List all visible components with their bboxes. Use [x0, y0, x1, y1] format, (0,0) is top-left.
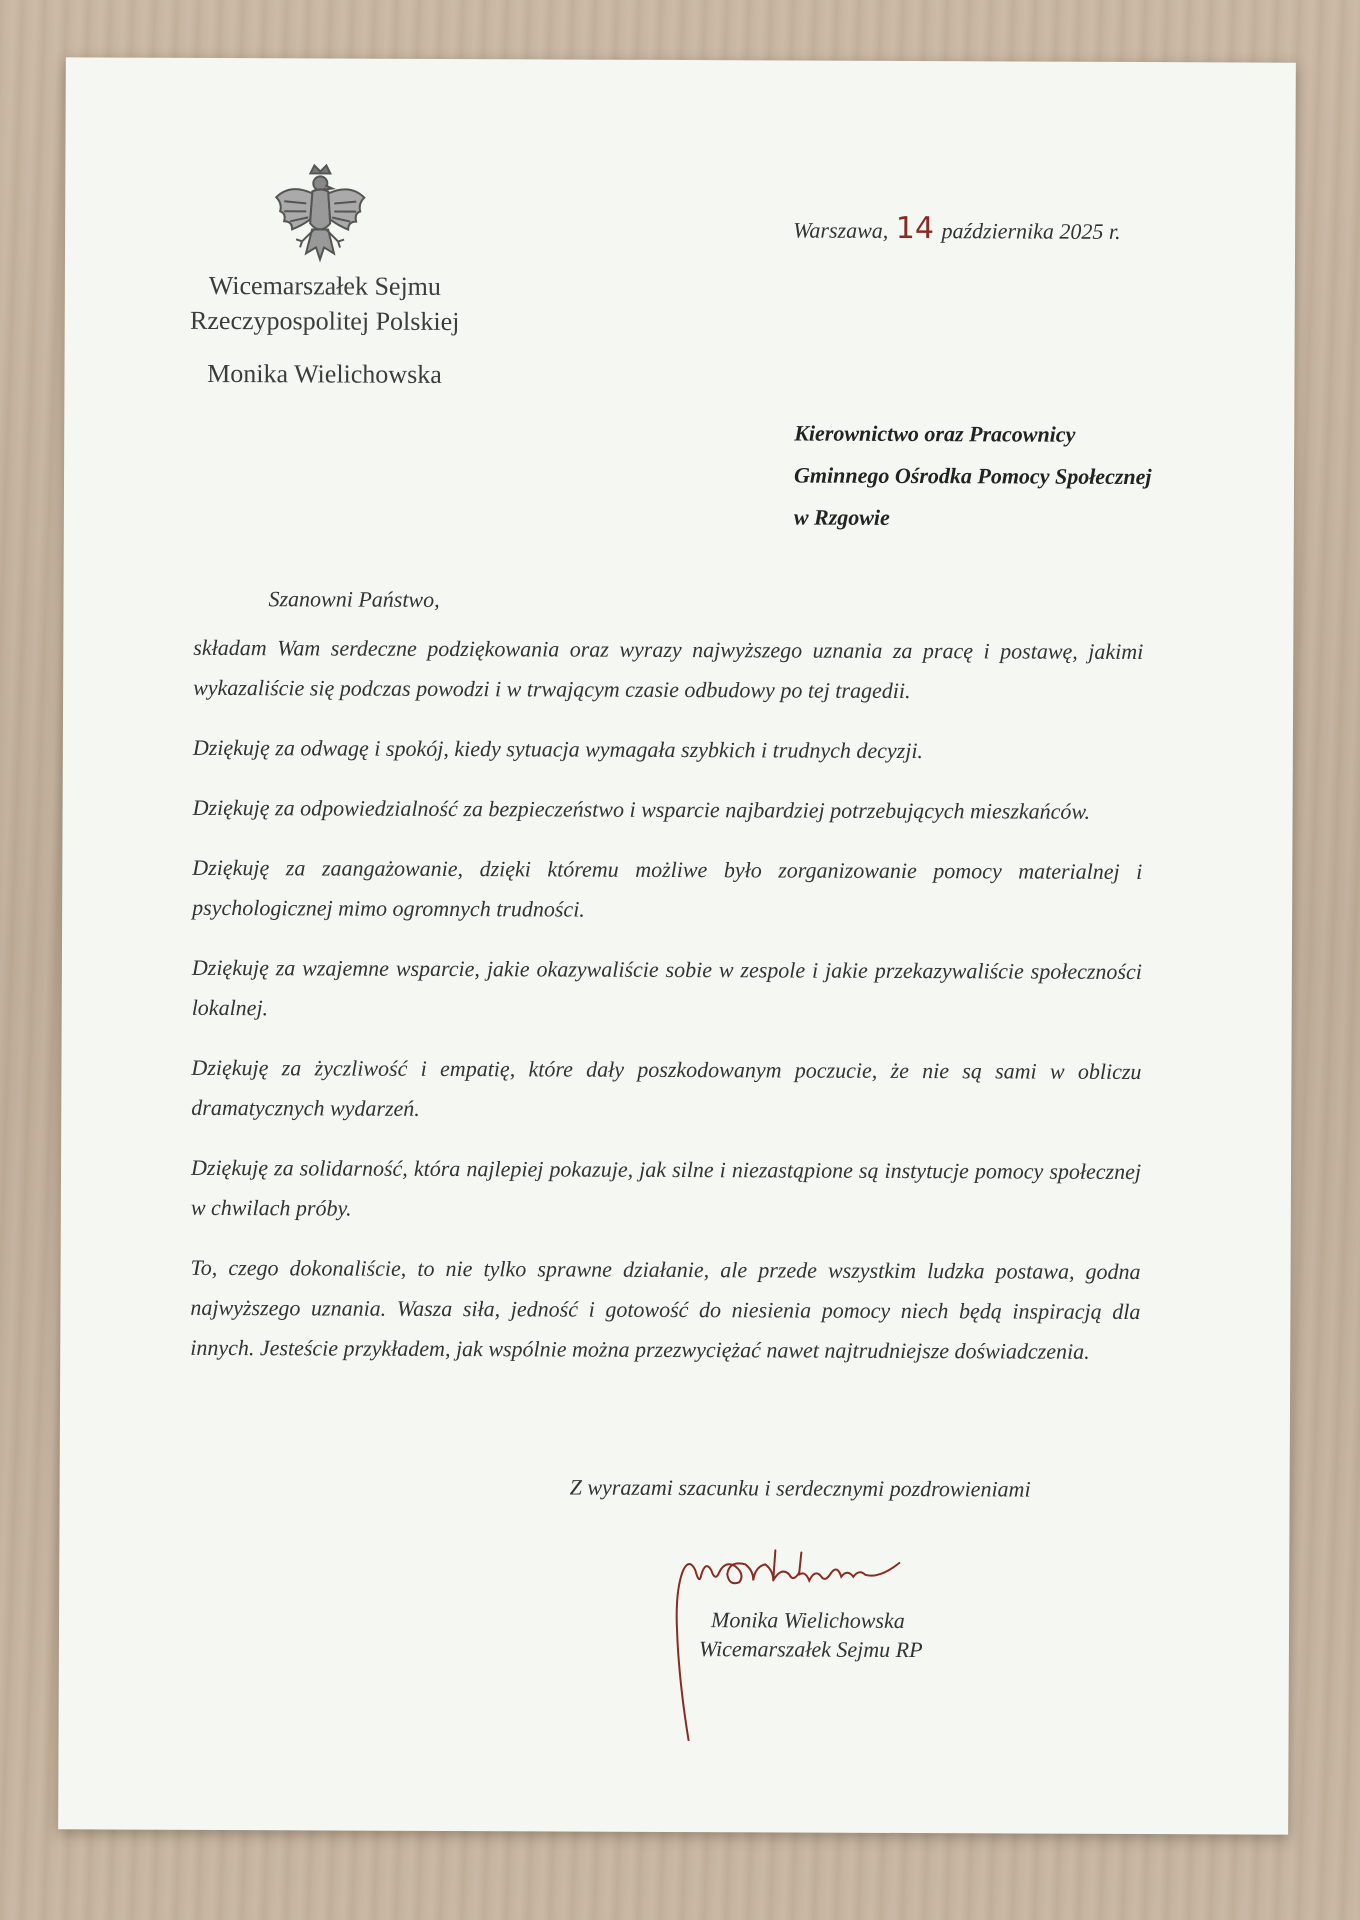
- letter-body: [190, 628, 1143, 1392]
- polish-eagle-emblem-icon: [270, 163, 370, 275]
- letterhead-office-line1: Wicemarszałek Sejmu: [208, 270, 442, 301]
- letterhead-office: [125, 268, 525, 340]
- dateline-day: 14: [895, 210, 935, 247]
- letter-sheet: [58, 57, 1296, 1834]
- recipient-line3: w Rzgowie: [793, 504, 890, 530]
- salutation: Szanowni Państwo,: [268, 586, 440, 612]
- signer-name: Monika Wielichowska: [711, 1607, 905, 1633]
- body-paragraph: Dziękuję za odwagę i spokój, kiedy sytuacja wymagała szybkich i trudnych decyzji.: [192, 734, 924, 764]
- letterhead-office-line2: Rzeczypospolitej Polskiej: [189, 305, 460, 337]
- body-paragraph: Dziękuję za zaangażowanie, dzięki któremu możliwe było zorganizowanie pomocy materialnej i psychologicznej mimo ogromnych trudności.: [192, 854, 1143, 922]
- signer-title: Wicemarszałek Sejmu RP: [698, 1636, 923, 1663]
- letterhead-name: Monika Wielichowska: [207, 358, 442, 389]
- dateline-month-year: października 2025 r.: [941, 218, 1121, 244]
- dateline-place: Warszawa,: [793, 217, 889, 243]
- dateline: [793, 211, 1121, 247]
- body-paragraph: Dziękuję za solidarność, która najlepiej pokazuje, jak silne i niezastąpione są instytucje pomocy społecznej w chwilach próby.: [190, 1154, 1142, 1221]
- recipient-line1: Kierownictwo oraz Pracownicy: [794, 420, 1076, 447]
- closing-phrase: Z wyrazami szacunku i serdecznymi pozdrowieniami: [569, 1474, 1031, 1502]
- signer-block: [699, 1605, 923, 1664]
- recipient-block: [794, 413, 1152, 541]
- body-paragraph: To, czego dokonaliście, to nie tylko sprawne działanie, ale przede wszystkim ludzka postawa, godna najwyższego uznania. Wasza siła, jedność i gotowość do niesienia pomocy niech będą inspiracją dla innych. Jesteście przykładem, jak wspólnie można przezwyciężać nawet najtrudniejsze doświadczenia.: [190, 1254, 1141, 1364]
- body-paragraph: składam Wam serdeczne podziękowania oraz wyrazy najwyższego uznania za pracę i postawę, jakimi wykazaliście się podczas powodzi i w trwającym czasie odbudowy po tej tragedii.: [193, 634, 1144, 704]
- body-paragraph: Dziękuję za odpowiedzialność za bezpieczeństwo i wsparcie najbardziej potrzebujących mieszkańców.: [192, 794, 1091, 824]
- body-paragraph: Dziękuję za życzliwość i empatię, które dały poszkodowanym poczucie, że nie są sami w obliczu dramatycznych wydarzeń.: [191, 1054, 1142, 1121]
- recipient-line2: Gminnego Ośrodka Pomocy Społecznej: [794, 462, 1152, 490]
- body-paragraph: Dziękuję za wzajemne wsparcie, jakie okazywaliście sobie w zespole i jakie przekazywaliście społeczności lokalnej.: [191, 954, 1142, 1021]
